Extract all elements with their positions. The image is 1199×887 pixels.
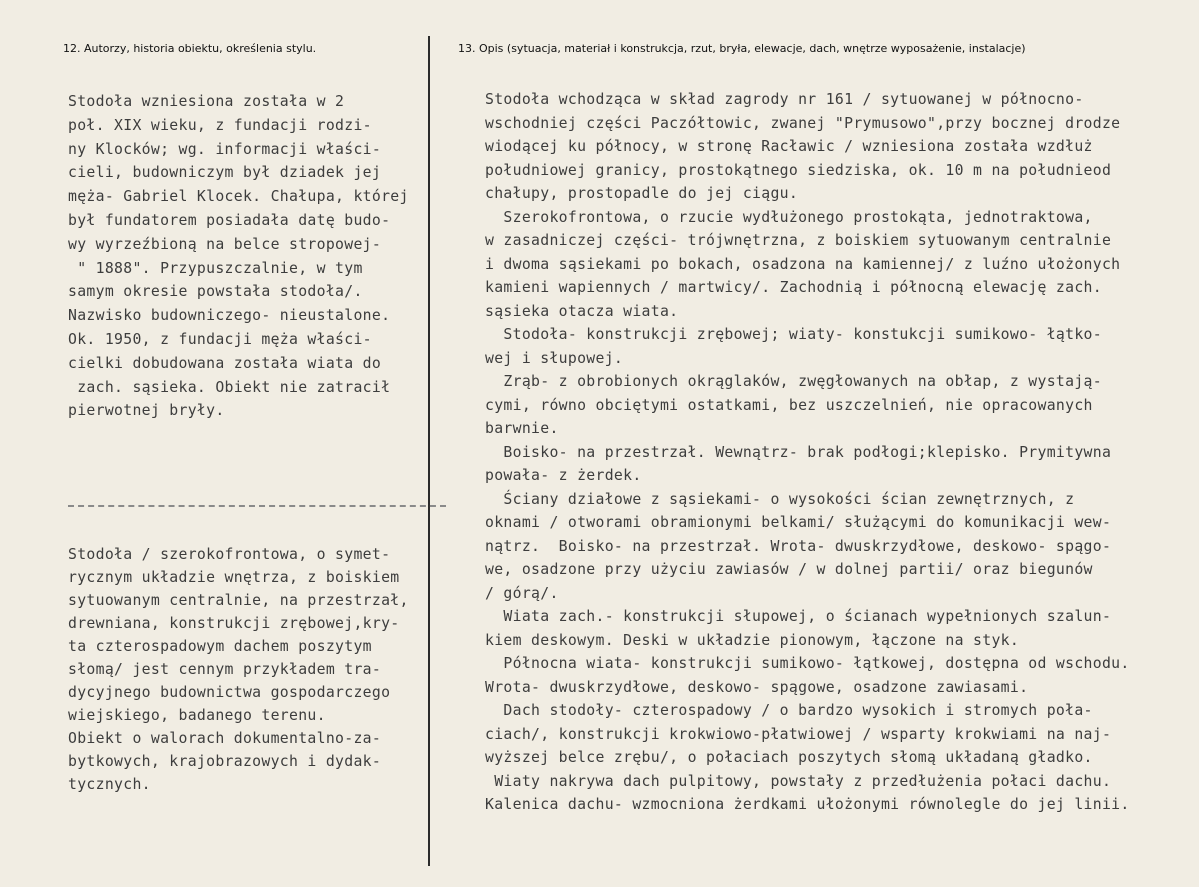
text-line: wyższej belce zrębu/, o połaciach poszytych słomą układaną gładko.	[485, 749, 1093, 766]
column-divider	[428, 36, 430, 866]
section-13-heading: 13. Opis (sytuacja, materiał i konstrukcja, rzut, bryła, elewacje, dach, wnętrze wyposażenie, instalacje)	[458, 42, 1026, 55]
text-line: drewniana, konstrukcji zrębowej,kry-	[68, 615, 400, 632]
history-text	[68, 90, 409, 423]
text-line: cymi, równo obciętymi ostatkami, bez uszczelnień, nie opracowanych	[485, 396, 1093, 414]
text-line: Nazwisko budowniczego- nieustalone.	[68, 307, 391, 325]
text-line: wej i słupowej.	[485, 349, 624, 367]
text-line: ciach/, konstrukcji krokwiowo-płatwiowej / wsparty krokwiami na naj-	[485, 725, 1112, 743]
text-line: Boisko- na przestrzał. Wewnątrz- brak podłogi;klepisko. Prymitywna	[485, 443, 1112, 461]
text-line: słomą/ jest cennym przykładem tra-	[68, 661, 382, 678]
text-line: oknami / otworami obramionymi belkami/ służącymi do komunikacji wew-	[485, 514, 1112, 531]
text-line: ny Klocków; wg. informacji właści-	[68, 140, 382, 158]
text-line: Szerokofrontowa, o rzucie wydłużonego prostokąta, jednotraktowa,	[485, 208, 1093, 226]
text-line: kiem deskowym. Deski w układzie pionowym, łączone na styk.	[485, 631, 1020, 649]
text-line: Wiata zach.- konstrukcji słupowej, o ścianach wypełnionych szalun-	[485, 608, 1112, 625]
text-line: Ściany działowe z sąsiekami- o wysokości ścian zewnętrznych, z	[485, 490, 1075, 508]
text-line: cielki dobudowana została wiata do	[68, 354, 382, 372]
text-line: chałupy, prostopadle do jej ciągu.	[485, 185, 799, 202]
text-line: Stodoła- konstrukcji zrębowej; wiaty- konstukcji sumikowo- łątko-	[485, 326, 1102, 343]
summary-text	[68, 543, 409, 796]
description-text	[485, 88, 1130, 817]
text-line: w zasadniczej części- trójwnętrzna, z boiskiem sytuowanym centralnie	[485, 232, 1112, 249]
text-line: wiejskiego, badanego terenu.	[68, 707, 326, 724]
text-line: Dach stodoły- czterospadowy / o bardzo wysokich i stromych poła-	[485, 702, 1093, 719]
text-line: " 1888". Przypuszczalnie, w tym	[68, 259, 363, 277]
text-line: był fundatorem posiadała datę budo-	[68, 211, 391, 229]
text-line: Ok. 1950, z fundacji męża właści-	[68, 330, 372, 348]
text-line: pierwotnej bryły.	[68, 402, 225, 420]
text-line: / górą/.	[485, 584, 559, 602]
text-line: powała- z żerdek.	[485, 467, 642, 484]
text-line: wy wyrzeźbioną na belce stropowej-	[68, 235, 382, 253]
text-line: i dwoma sąsiekami po bokach, osadzona na kamiennej/ z luźno ułożonych	[485, 255, 1121, 273]
text-line: cieli, budowniczym był dziadek jej	[68, 164, 382, 182]
text-line: Kalenica dachu- wzmocniona żerdkami ułożonymi równolegle do jej linii.	[485, 796, 1130, 813]
section-separator	[68, 505, 446, 507]
text-line: wschodniej części Paczółtowic, zwanej "Prymusowo",przy bocznej drodze	[485, 114, 1121, 132]
text-line: południowej granicy, prostokątnego siedziska, ok. 10 m na południeod	[485, 161, 1112, 179]
text-line: męża- Gabriel Klocek. Chałupa, której	[68, 188, 409, 206]
text-line: Północna wiata- konstrukcji sumikowo- łątkowej, dostępna od wschodu.	[485, 655, 1130, 672]
text-line: barwnie.	[485, 420, 559, 437]
text-line: tycznych.	[68, 776, 151, 793]
text-line: kamieni wapiennych / martwicy/. Zachodnią i północną elewację zach.	[485, 279, 1102, 296]
text-line: Zrąb- z obrobionych okrąglaków, zwęgłowanych na obłap, z wystają-	[485, 373, 1102, 390]
text-line: samym okresie powstała stodoła/.	[68, 283, 363, 301]
text-line: dycyjnego budownictwa gospodarczego	[68, 684, 391, 701]
text-line: bytkowych, krajobrazowych i dydak-	[68, 753, 382, 770]
text-line: sytuowanym centralnie, na przestrzał,	[68, 592, 409, 609]
text-line: ta czterospadowym dachem poszytym	[68, 638, 372, 655]
text-line: Stodoła / szerokofrontowa, o symet-	[68, 546, 391, 563]
text-line: nątrz. Boisko- na przestrzał. Wrota- dwuskrzydłowe, deskowo- spągo-	[485, 537, 1112, 555]
text-line: Obiekt o walorach dokumentalno-za-	[68, 730, 382, 747]
text-line: Wrota- dwuskrzydłowe, deskowo- spągowe, osadzone zawiasami.	[485, 678, 1029, 696]
text-line: rycznym układzie wnętrza, z boiskiem	[68, 569, 400, 586]
text-line: poł. XIX wieku, z fundacji rodzi-	[68, 116, 372, 134]
text-line: zach. sąsieka. Obiekt nie zatracił	[68, 378, 391, 396]
text-line: Stodoła wchodząca w skład zagrody nr 161 / sytuowanej w północno-	[485, 91, 1084, 108]
text-line: sąsieka otacza wiata.	[485, 302, 679, 320]
section-12-heading: 12. Autorzy, historia obiektu, określenia stylu.	[63, 42, 317, 55]
text-line: Wiaty nakrywa dach pulpitowy, powstały z przedłużenia połaci dachu.	[485, 772, 1112, 790]
text-line: we, osadzone przy użyciu zawiasów / w dolnej partii/ oraz biegunów	[485, 561, 1093, 578]
text-line: wiodącej ku północy, w stronę Racławic / wzniesiona została wzdłuż	[485, 138, 1093, 155]
text-line: Stodoła wzniesiona została w 2	[68, 93, 345, 110]
